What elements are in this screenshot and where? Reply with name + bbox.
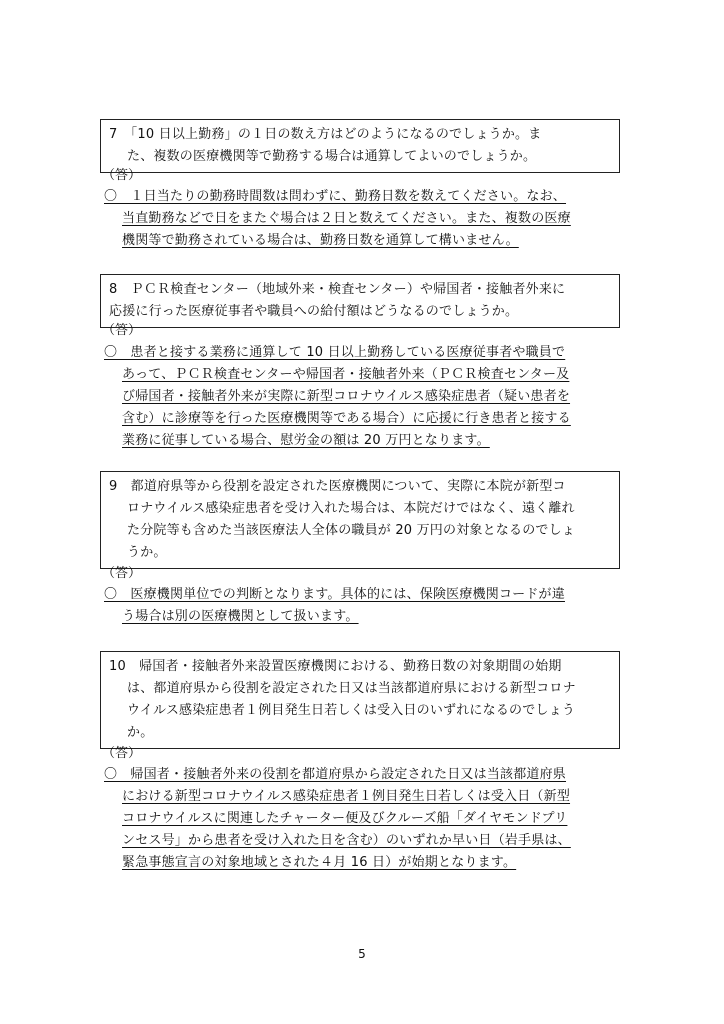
question-box-9 [100,471,620,569]
answer-line: う場合は別の医療機関として扱います。 [122,609,359,624]
answer-line: あって、ＰＣＲ検査センターや帰国者・接触者外来（ＰＣＲ検査センター及 [122,367,570,382]
answer-block-7 [104,186,624,252]
question-line: うか。 [127,545,167,560]
answer-label: （答） [102,566,142,581]
answer-line: 機関等で勤務されている場合は、勤務日数を通算して構いません。 [122,233,519,248]
answer-block-8 [104,342,624,452]
answer-line: 当直勤務などで日をまたぐ場合は２日と数えてください。また、複数の医療 [122,211,571,226]
question-line: た、複数の医療機関等で勤務する場合は通算してよいのでしょうか。 [127,149,537,164]
answer-line: ンセス号」から患者を受け入れた日を含む）のいずれか早い日（岩手県は、 [122,833,571,848]
question-line: ウイルス感染症患者１例目発生日若しくは受入日のいずれになるのでしょう [127,703,576,718]
answer-line: 緊急事態宣言の対象地域とされた４月 16 日）が始期となります。 [122,855,517,870]
answer-line: 含む）に診療等を行った医療機関等である場合）に応援に行き患者と接する [122,411,571,426]
answer-line: 〇 医療機関単位での判断となります。具体的には、保険医療機関コードが違 [104,587,565,602]
question-box-10 [100,651,620,749]
answer-label: （答） [102,168,142,183]
answer-line: における新型コロナウイルス感染症患者１例目発生日若しくは受入日（新型 [122,789,571,804]
question-line: 7 「10 日以上勤務」の１日の数え方はどのようになるのでしょうか。ま [109,127,542,142]
question-line: か。 [127,725,154,740]
question-line: た分院等も含めた当該医療法人全体の職員が 20 万円の対象となるのでしょ [127,523,576,538]
answer-line: コロナウイルスに関連したチャーター便及びクルーズ船「ダイヤモンドプリ [122,811,568,826]
answer-line: 〇 患者と接する業務に通算して 10 日以上勤務している医療従事者や職員で [104,345,566,360]
question-line: は、都道府県から役割を設定された日又は当該都道府県における新型コロナ [127,681,576,696]
page-number: 5 [358,947,366,961]
question-line: 10 帰国者・接触者外来設置医療機関における、勤務日数の対象期間の始期 [109,659,562,674]
question-line: ロナウイルス感染症患者を受け入れた場合は、本院だけではなく、遠く離れ [127,501,575,516]
answer-line: 〇 帰国者・接触者外来の役割を都道府県から設定された日又は当該都道府県 [104,767,567,782]
answer-label: （答） [102,746,142,761]
answer-line: び帰国者・接触者外来が実際に新型コロナウイルス感染症患者（疑い患者を [122,389,571,404]
answer-block-10 [104,764,624,874]
answer-line: 〇 １日当たりの勤務時間数は問わずに、勤務日数を数えてください。なお、 [104,189,567,204]
question-box-7 [100,119,620,173]
answer-block-9 [104,584,624,628]
question-line: 9 都道府県等から役割を設定された医療機関について、実際に本院が新型コ [109,479,566,494]
question-line: 応援に行った医療従事者や職員への給付額はどうなるのでしょうか。 [109,304,519,319]
question-line: 8 ＰＣＲ検査センター（地域外来・検査センター）や帰国者・接触者外来に [109,282,566,297]
question-box-8 [100,274,620,328]
answer-label: （答） [102,323,142,338]
answer-line: 業務に従事している場合、慰労金の額は 20 万円となります。 [122,433,490,448]
